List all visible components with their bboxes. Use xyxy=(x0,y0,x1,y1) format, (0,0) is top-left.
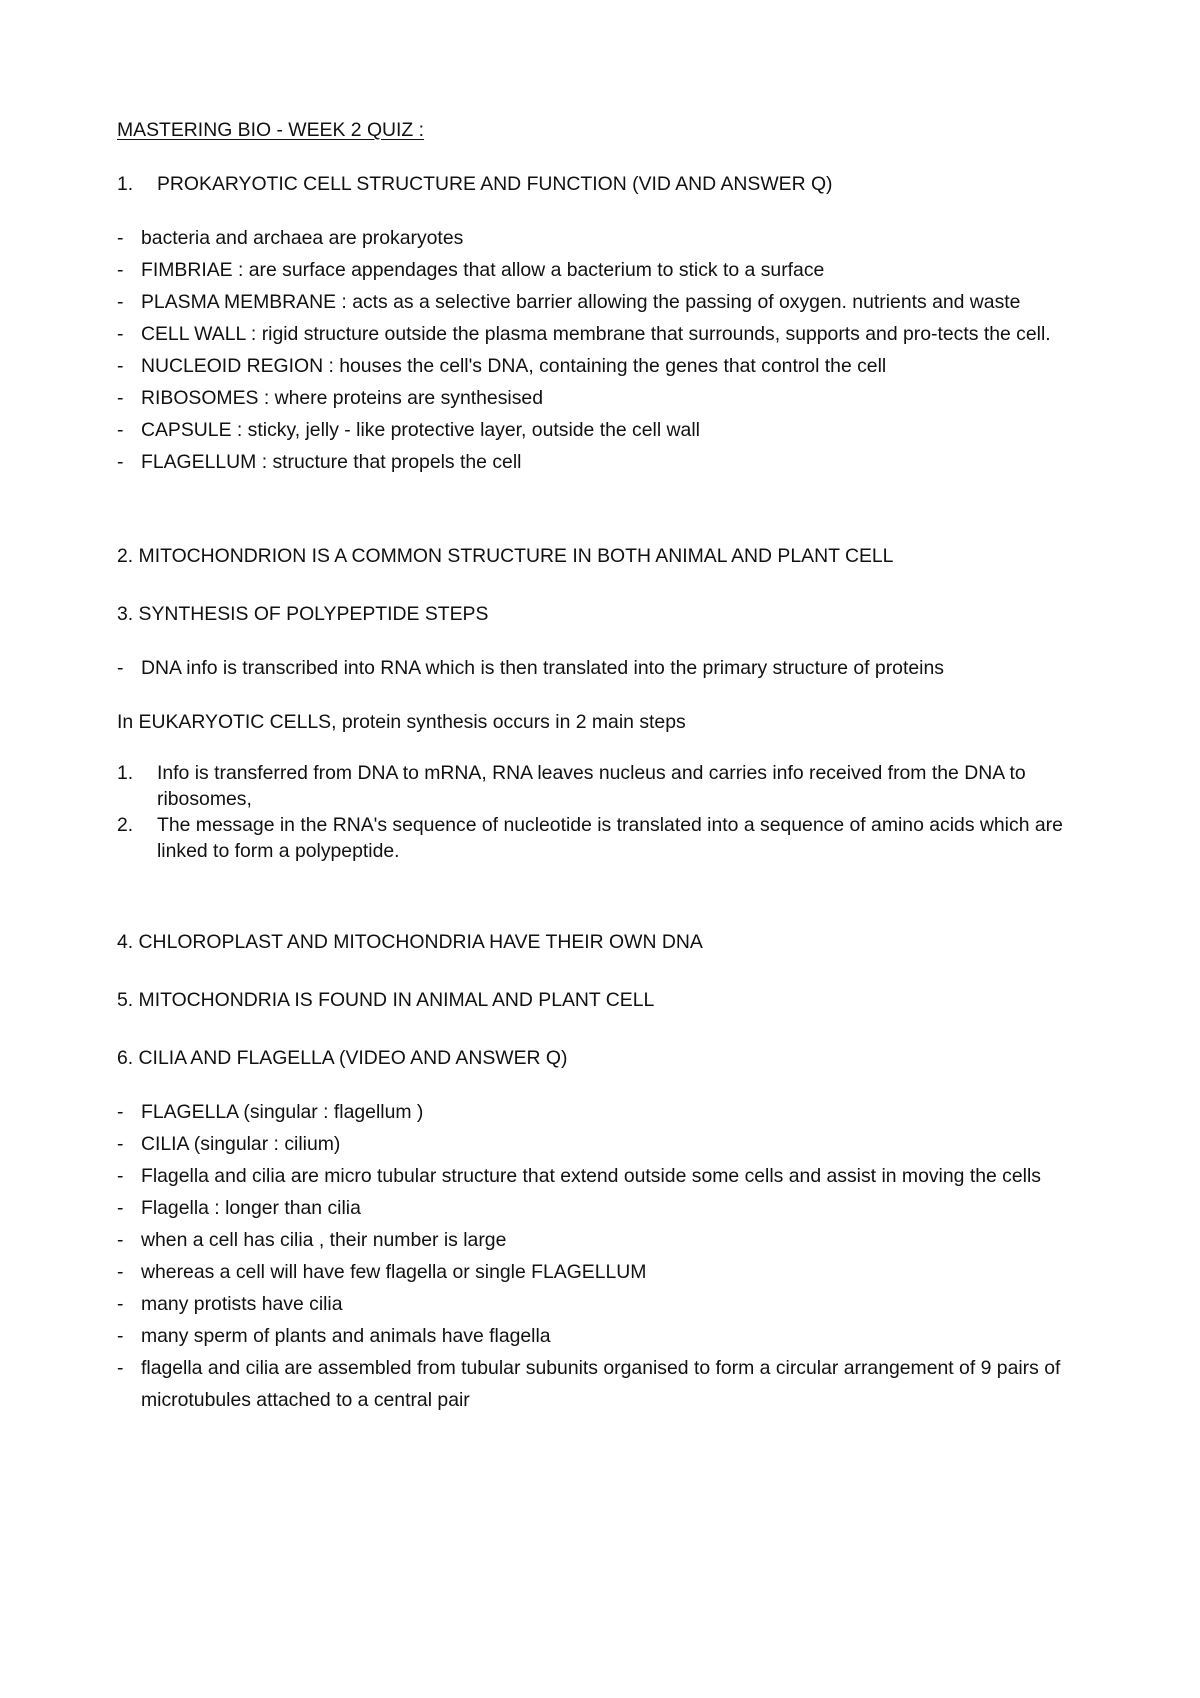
dash-marker: - xyxy=(117,1165,124,1187)
dash-marker: - xyxy=(117,1293,124,1315)
list-item: - when a cell has cilia , their number is large xyxy=(117,1224,1100,1256)
section-3-steps-list xyxy=(117,760,1100,864)
section-3-heading: 3. SYNTHESIS OF POLYPEPTIDE STEPS xyxy=(117,603,489,625)
list-item: - CILIA (singular : cilium) xyxy=(117,1128,1100,1160)
dash-marker: - xyxy=(117,259,124,281)
dash-marker: - xyxy=(117,419,124,441)
dash-marker: - xyxy=(117,1325,124,1347)
dash-marker: - xyxy=(117,355,124,377)
section-4-heading: 4. CHLOROPLAST AND MITOCHONDRIA HAVE THEIR OWN DNA xyxy=(117,931,703,953)
list-item: - many sperm of plants and animals have flagella xyxy=(117,1320,1100,1352)
list-item: - whereas a cell will have few flagella or single FLAGELLUM xyxy=(117,1256,1100,1288)
section-6-heading: 6. CILIA AND FLAGELLA (VIDEO AND ANSWER Q) xyxy=(117,1047,568,1069)
list-item: - RIBOSOMES : where proteins are synthesised xyxy=(117,382,1100,414)
dash-marker: - xyxy=(117,1101,124,1123)
document-title: MASTERING BIO - WEEK 2 QUIZ : xyxy=(117,119,425,141)
list-item: 1. Info is transferred from DNA to mRNA, RNA leaves nucleus and carries info received from the DNA to ribosomes, xyxy=(117,762,1026,810)
section-1-heading-text: PROKARYOTIC CELL STRUCTURE AND FUNCTION (VID AND ANSWER Q) xyxy=(157,173,833,195)
list-item: - CAPSULE : sticky, jelly - like protective layer, outside the cell wall xyxy=(117,414,1100,446)
section-5-heading: 5. MITOCHONDRIA IS FOUND IN ANIMAL AND PLANT CELL xyxy=(117,989,655,1011)
list-item: - PLASMA MEMBRANE : acts as a selective barrier allowing the passing of oxygen. nutrients and waste xyxy=(117,286,1100,318)
dash-marker: - xyxy=(117,1357,124,1379)
list-item: - many protists have cilia xyxy=(117,1288,1100,1320)
list-item: - FLAGELLUM : structure that propels the cell xyxy=(117,446,1100,478)
dash-marker: - xyxy=(117,387,124,409)
list-item: - bacteria and archaea are prokaryotes xyxy=(117,222,1100,254)
step-number: 1. xyxy=(117,762,134,784)
dash-marker: - xyxy=(117,1133,124,1155)
step-number: 2. xyxy=(117,814,134,836)
list-item: - NUCLEOID REGION : houses the cell's DNA, containing the genes that control the cell xyxy=(117,350,1100,382)
section-2-heading: 2. MITOCHONDRION IS A COMMON STRUCTURE IN BOTH ANIMAL AND PLANT CELL xyxy=(117,545,894,567)
list-item: - DNA info is transcribed into RNA which is then translated into the primary structure of proteins xyxy=(117,652,1100,684)
list-item: - Flagella : longer than cilia xyxy=(117,1192,1100,1224)
section-1-heading xyxy=(117,168,1100,200)
list-item: - FIMBRIAE : are surface appendages that allow a bacterium to stick to a surface xyxy=(117,254,1100,286)
list-item: - CELL WALL : rigid structure outside the plasma membrane that surrounds, supports and pro-tects the cell. xyxy=(117,318,1100,350)
dash-marker: - xyxy=(117,451,124,473)
dash-marker: - xyxy=(117,291,124,313)
list-item: - Flagella and cilia are micro tubular structure that extend outside some cells and assist in moving the cells xyxy=(117,1160,1100,1192)
section-1-number: 1. xyxy=(117,173,134,195)
dash-marker: - xyxy=(117,657,124,679)
dash-marker: - xyxy=(117,323,124,345)
section-3-intro: In EUKARYOTIC CELLS, protein synthesis occurs in 2 main steps xyxy=(117,711,686,733)
list-item: - flagella and cilia are assembled from tubular subunits organised to form a circular arrangement of 9 pairs of microtubules attached to a central pair xyxy=(117,1352,1100,1416)
section-3-bullet-list xyxy=(117,652,1100,684)
dash-marker: - xyxy=(117,1229,124,1251)
section-6-bullet-list xyxy=(117,1096,1100,1416)
list-item: - FLAGELLA (singular : flagellum ) xyxy=(117,1096,1100,1128)
dash-marker: - xyxy=(117,1261,124,1283)
section-1-bullet-list xyxy=(117,222,1100,478)
dash-marker: - xyxy=(117,227,124,249)
list-item: 2. The message in the RNA's sequence of nucleotide is translated into a sequence of amino acids which are linked to form a polypeptide. xyxy=(117,814,1063,862)
dash-marker: - xyxy=(117,1197,124,1219)
